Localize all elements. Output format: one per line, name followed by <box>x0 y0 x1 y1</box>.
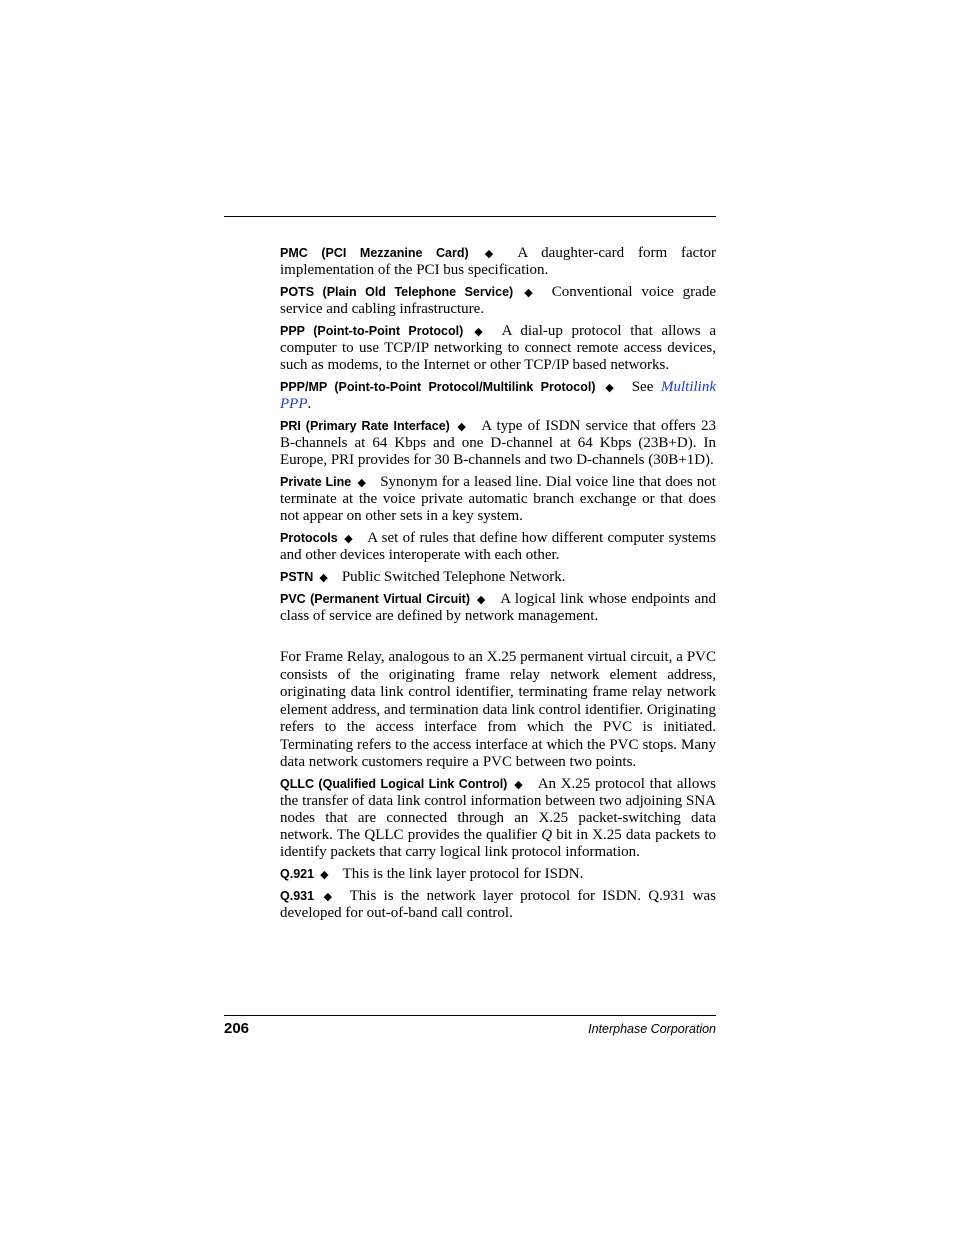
qualifier-q: Q <box>541 826 553 843</box>
definition: A logical link whose endpoints and class of service are defined by network management. <box>280 591 716 624</box>
diamond-icon: ◆ <box>601 381 618 394</box>
glossary-entry-pvc <box>280 591 716 625</box>
term: Protocols <box>280 531 338 545</box>
glossary-entry-pri <box>280 418 716 469</box>
definition: An X.25 protocol that allows the transfer of data link control information between two adjoining SNA nodes that are connected through an X.25 packet-switching data network. The QLLC provides the qualifier <box>280 775 717 843</box>
glossary-body <box>280 245 716 927</box>
definition: This is the link layer protocol for ISDN. <box>342 865 584 882</box>
diamond-icon: ◆ <box>320 889 336 903</box>
diamond-icon: ◆ <box>343 532 354 545</box>
definition: This is the network layer protocol for ISDN. Q.931 was developed for out-of-band call control. <box>280 887 716 921</box>
term: Q.921 <box>280 866 315 881</box>
glossary-entry-ppp <box>280 323 716 374</box>
diamond-icon: ◆ <box>519 286 538 299</box>
diamond-icon: ◆ <box>319 571 328 584</box>
diamond-icon: ◆ <box>474 247 504 260</box>
term: PPP/MP (Point-to-Point Protocol/Multilink Protocol) <box>280 380 596 394</box>
diamond-icon: ◆ <box>513 777 524 791</box>
glossary-entry-ppp-mp <box>280 379 716 413</box>
header-rule <box>224 216 716 217</box>
company-name: Interphase Corporation <box>588 1022 716 1036</box>
term: PPP (Point-to-Point Protocol) <box>280 324 464 338</box>
glossary-entry-qllc <box>280 776 716 861</box>
definition: Conventional voice grade service and cabling infrastructure. <box>280 284 716 317</box>
glossary-entry-q931 <box>280 888 716 922</box>
definition-cont: bit in X.25 data packets to identify packets that carry logical link protocol information. <box>280 826 717 860</box>
definition: A daughter-card form factor implementation of the PCI bus specification. <box>280 245 716 278</box>
diamond-icon: ◆ <box>469 325 488 338</box>
definition: Synonym for a leased line. Dial voice line that does not terminate at the voice private automatic branch exchange or that does not appear on other sets in a key system. <box>280 474 716 524</box>
term: Q.931 <box>280 888 315 903</box>
definition: A dial-up protocol that allows a computer to use TCP/IP networking to connect remote access devices, such as modems, to the Internet or other TCP/IP based networks. <box>280 323 716 373</box>
term: PVC (Permanent Virtual Circuit) <box>280 592 471 606</box>
term: PSTN <box>280 570 314 584</box>
page-number: 206 <box>224 1020 250 1037</box>
definition: A type of ISDN service that offers 23 B-channels at 64 Kbps and one D-channel at 64 Kbps (23B+D). In Europe, PRI provides for 30 B-channels and two D-channels (30B+1D). <box>280 418 716 468</box>
glossary-entry-q921 <box>280 866 716 883</box>
footer-rule <box>224 1015 716 1016</box>
glossary-entry-pots <box>280 284 716 318</box>
term: Private Line <box>280 475 352 489</box>
term: QLLC (Qualified Logical Link Control) <box>280 776 508 791</box>
diamond-icon: ◆ <box>357 476 367 489</box>
definition: Public Switched Telephone Network. <box>341 569 566 585</box>
term: PMC (PCI Mezzanine Card) <box>280 246 469 260</box>
period: . <box>307 396 312 412</box>
pvc-frame-relay-paragraph: For Frame Relay, analogous to an X.25 permanent virtual circuit, a PVC consists of the originating frame relay network element address, originating data link control identifier, terminating frame relay network element address, and termination data link control identifier. Originating refers to the access interface from which the PVC is initiated. Terminating refers to the access interface at which the PVC stops. Many data network customers require a PVC between two points. <box>280 649 716 770</box>
diamond-icon: ◆ <box>320 867 329 881</box>
term: PRI (Primary Rate Interface) <box>280 419 450 433</box>
glossary-entry-private-line <box>280 474 716 525</box>
glossary-entry-protocols <box>280 530 716 564</box>
see-label: See <box>631 379 654 395</box>
glossary-entry-pstn <box>280 569 716 586</box>
diamond-icon: ◆ <box>476 593 487 606</box>
glossary-entry-pmc <box>280 245 716 279</box>
diamond-icon: ◆ <box>455 420 468 433</box>
term: POTS (Plain Old Telephone Service) <box>280 285 514 299</box>
definition: A set of rules that define how different computer systems and other devices interoperate with each other. <box>280 530 716 563</box>
multilink-ppp-link[interactable]: Multilink PPP <box>280 379 717 412</box>
